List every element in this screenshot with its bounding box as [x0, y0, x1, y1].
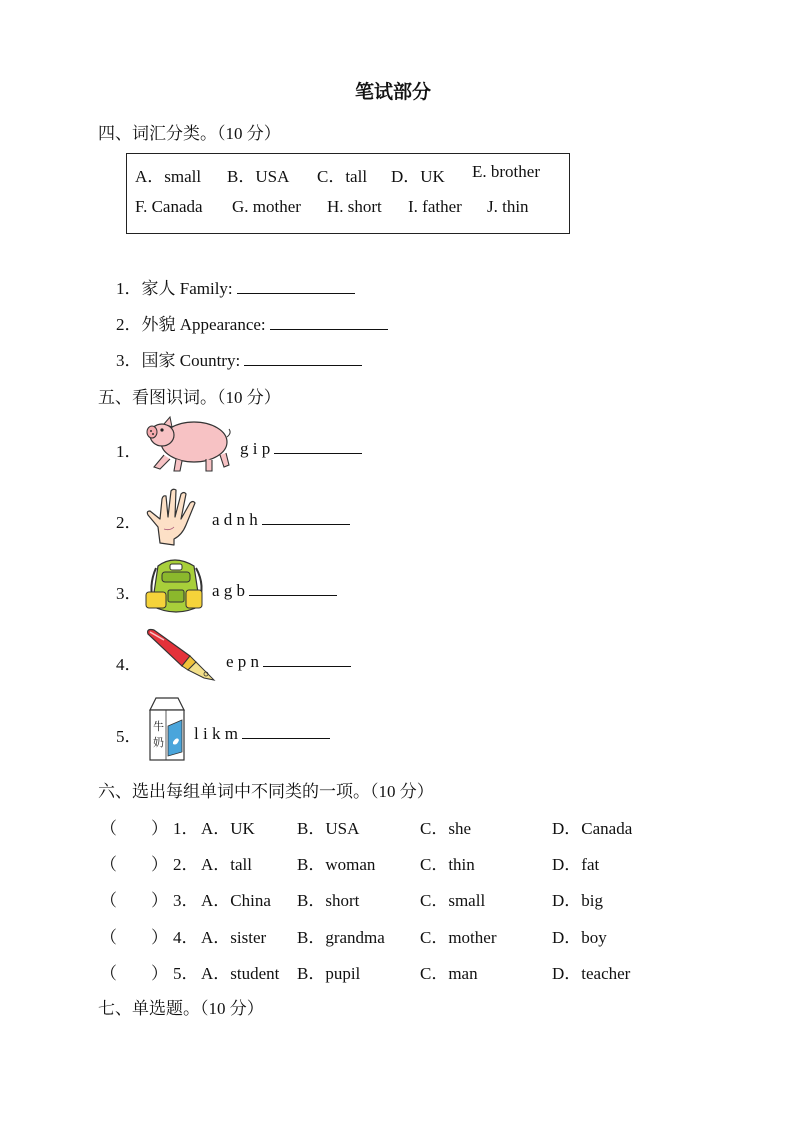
item-number: 1．	[116, 279, 142, 298]
word-bank-g: G. mother	[232, 197, 301, 216]
option-d: D．fat	[552, 855, 600, 874]
picture-item-3-number: 3．	[116, 584, 142, 603]
item-label: 外貌 Appearance:	[141, 315, 266, 334]
option-b: B．short	[297, 891, 360, 910]
bag-image	[144, 556, 208, 618]
picture-item-4	[226, 650, 351, 672]
option-a: A．sister	[201, 928, 267, 947]
question-number: 5．	[173, 964, 199, 983]
milk-image	[144, 696, 190, 762]
word-bank-a: A．small	[135, 167, 202, 186]
item-number: 2．	[116, 315, 142, 334]
scrambled-letters: g i p	[240, 439, 271, 458]
pig-image	[144, 415, 232, 473]
picture-item-1-number: 1．	[116, 442, 142, 461]
option-b: B．woman	[297, 855, 376, 874]
option-a: A．China	[201, 891, 271, 910]
question-number: 4．	[173, 928, 199, 947]
picture-item-5	[194, 722, 330, 744]
answer-blank[interactable]	[237, 277, 355, 294]
option-d: D．boy	[552, 928, 607, 947]
section-5-heading: 五、看图识词。（10 分）	[98, 388, 281, 407]
answer-paren[interactable]: （ ）	[100, 855, 168, 874]
pen-image	[144, 626, 220, 684]
option-d: D．teacher	[552, 964, 631, 983]
option-b: B．USA	[297, 819, 360, 838]
item-number: 3．	[116, 351, 142, 370]
picture-item-4-number: 4．	[116, 655, 142, 674]
option-b: B．grandma	[297, 928, 385, 947]
answer-blank[interactable]	[242, 722, 330, 739]
option-a: A．student	[201, 964, 280, 983]
section-7-heading: 七、单选题。（10 分）	[98, 999, 264, 1018]
answer-paren[interactable]: （ ）	[100, 891, 168, 910]
scrambled-letters: a g b	[212, 581, 246, 600]
option-d: D．big	[552, 891, 603, 910]
item-label: 家人 Family:	[141, 279, 233, 298]
classify-item-1	[116, 274, 355, 299]
option-a: A．tall	[201, 855, 252, 874]
answer-paren[interactable]: （ ）	[100, 819, 168, 838]
option-c: C．small	[420, 891, 486, 910]
option-b: B．pupil	[297, 964, 361, 983]
word-bank-e: E. brother	[472, 162, 540, 181]
hand-image	[144, 487, 208, 547]
picture-item-5-number: 5．	[116, 727, 142, 746]
answer-blank[interactable]	[249, 579, 337, 596]
option-c: C．thin	[420, 855, 475, 874]
scrambled-letters: a d n h	[212, 510, 258, 529]
section-6-heading: 六、选出每组单词中不同类的一项。（10 分）	[98, 782, 434, 801]
answer-blank[interactable]	[262, 508, 350, 525]
word-bank-c: C．tall	[317, 167, 368, 186]
page-title: 笔试部分	[355, 81, 432, 103]
answer-blank[interactable]	[244, 349, 362, 366]
section-4-heading: 四、词汇分类。（10 分）	[98, 124, 281, 143]
option-c: C．she	[420, 819, 471, 838]
word-bank-f: F. Canada	[135, 197, 203, 216]
word-bank-d: D．UK	[391, 167, 445, 186]
question-number: 1．	[173, 819, 199, 838]
scrambled-letters: e p n	[226, 652, 260, 671]
item-label: 国家 Country:	[141, 351, 241, 370]
picture-item-1	[240, 437, 362, 459]
word-bank-i: I. father	[408, 197, 462, 216]
option-d: D．Canada	[552, 819, 633, 838]
classify-item-3	[116, 346, 362, 371]
carton-text-2: 奶	[153, 736, 164, 749]
answer-blank[interactable]	[263, 650, 351, 667]
question-number: 3．	[173, 891, 199, 910]
picture-item-3	[212, 579, 337, 601]
classify-item-2	[116, 310, 388, 335]
picture-item-2-number: 2．	[116, 513, 142, 532]
word-bank-h: H. short	[327, 197, 382, 216]
word-bank-j: J. thin	[487, 197, 529, 216]
option-a: A．UK	[201, 819, 255, 838]
scrambled-letters: l i k m	[194, 724, 238, 743]
answer-blank[interactable]	[274, 437, 362, 454]
carton-text-1: 牛	[153, 720, 164, 733]
word-bank-b: B．USA	[227, 167, 290, 186]
answer-paren[interactable]: （ ）	[100, 964, 168, 983]
option-c: C．man	[420, 964, 478, 983]
answer-blank[interactable]	[270, 313, 388, 330]
option-c: C．mother	[420, 928, 497, 947]
answer-paren[interactable]: （ ）	[100, 928, 168, 947]
question-number: 2．	[173, 855, 199, 874]
picture-item-2	[212, 508, 350, 530]
